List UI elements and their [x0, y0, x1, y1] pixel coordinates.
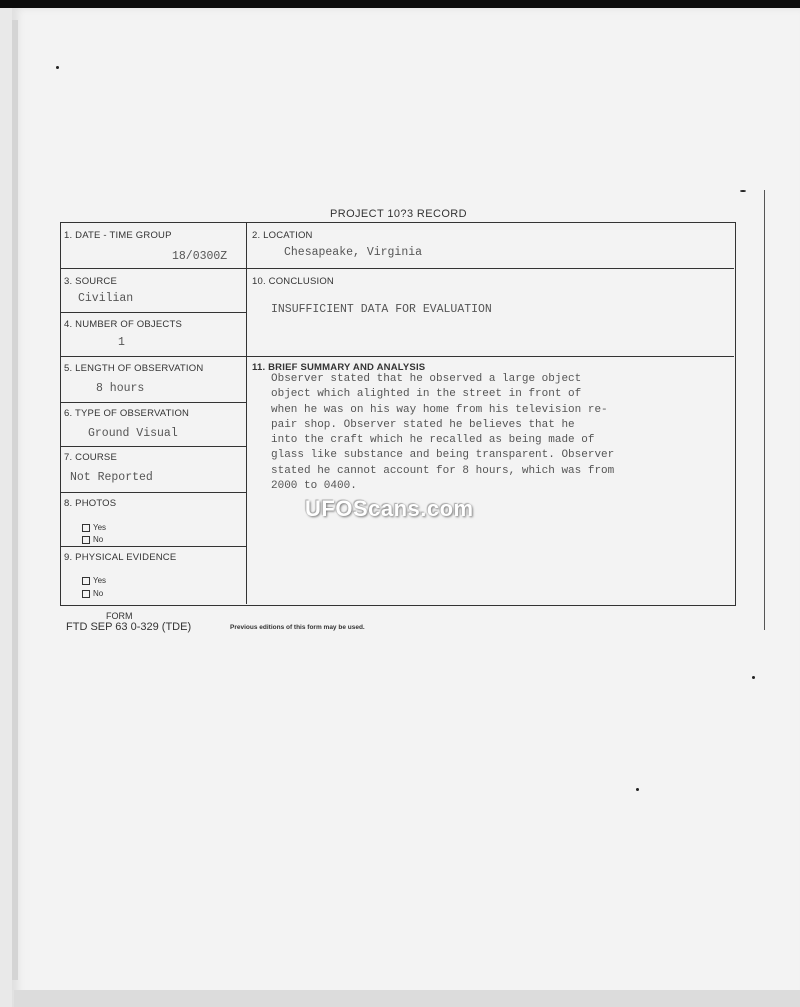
summary-line: pair shop. Observer stated he believes that he: [271, 418, 575, 431]
checkbox-checked-icon: [82, 536, 90, 544]
summary-line: into the craft which he recalled as being made of: [271, 434, 595, 447]
scan-speck: [636, 788, 639, 791]
summary-line: stated he cannot account for 8 hours, which was from: [271, 464, 615, 477]
scan-speck: [752, 676, 755, 679]
page-right-rule: [764, 190, 765, 630]
summary-line: 2000 to 0400.: [271, 480, 357, 493]
physical-evidence-option-yes: Yes: [82, 576, 106, 585]
type-of-observation-value: Ground Visual: [88, 427, 178, 440]
course-value: Not Reported: [70, 471, 153, 484]
scan-speck: [740, 190, 746, 192]
watermark: UFOScans.com: [305, 496, 474, 521]
photos-label: 8. PHOTOS: [64, 498, 117, 509]
date-time-group-value: 18/0300Z: [172, 250, 228, 263]
length-of-observation-value: 8 hours: [96, 382, 145, 395]
source-value: Civilian: [78, 292, 134, 305]
form-id: FTD SEP 63 0-329 (TDE): [66, 621, 192, 633]
photos-option-no: No: [82, 535, 103, 544]
form-column-divider: [246, 222, 247, 604]
date-time-group-label: 1. DATE - TIME GROUP: [64, 230, 172, 241]
course-label: 7. COURSE: [64, 452, 118, 463]
row-divider: [60, 546, 246, 547]
form-word: FORM: [106, 611, 133, 621]
form-note: Previous editions of this form may be used.: [230, 624, 365, 631]
physical-evidence-label: 9. PHYSICAL EVIDENCE: [64, 552, 177, 563]
summary-line: Observer stated that he observed a large object: [271, 373, 582, 385]
row-divider: [60, 402, 246, 403]
location-label: 2. LOCATION: [252, 230, 313, 241]
scan-speck: [56, 66, 59, 69]
row-divider: [60, 268, 734, 269]
location-value: Chesapeake, Virginia: [284, 246, 423, 259]
paper-bottom-edge: [14, 990, 800, 1007]
summary-label: 11. BRIEF SUMMARY AND ANALYSIS: [252, 362, 426, 373]
conclusion-label: 10. CONCLUSION: [252, 276, 334, 287]
summary-line: glass like substance and being transparent. Observer: [271, 449, 615, 462]
source-label: 3. SOURCE: [64, 276, 118, 287]
photos-option-yes: Yes: [82, 523, 106, 532]
row-divider: [60, 312, 246, 313]
scan-top-border: [0, 0, 800, 8]
form-title: PROJECT 10?3 RECORD: [330, 208, 467, 220]
row-divider: [60, 492, 246, 493]
row-divider: [60, 446, 246, 447]
checkbox-icon: [82, 577, 90, 585]
summary-line: when he was on his way home from his television re-: [271, 403, 608, 416]
summary-line: object which alighted in the street in front of: [271, 388, 582, 401]
conclusion-value: INSUFFICIENT DATA FOR EVALUATION: [271, 303, 492, 316]
checkbox-checked-icon: [82, 590, 90, 598]
paper-left-edge: [12, 20, 18, 980]
physical-evidence-option-no: No: [82, 589, 103, 598]
length-of-observation-label: 5. LENGTH OF OBSERVATION: [64, 363, 204, 374]
number-of-objects-value: 1: [118, 336, 125, 349]
row-divider: [60, 356, 734, 357]
checkbox-icon: [82, 524, 90, 532]
number-of-objects-label: 4. NUMBER OF OBJECTS: [64, 319, 183, 330]
summary-text: [271, 372, 701, 494]
type-of-observation-label: 6. TYPE OF OBSERVATION: [64, 408, 190, 419]
